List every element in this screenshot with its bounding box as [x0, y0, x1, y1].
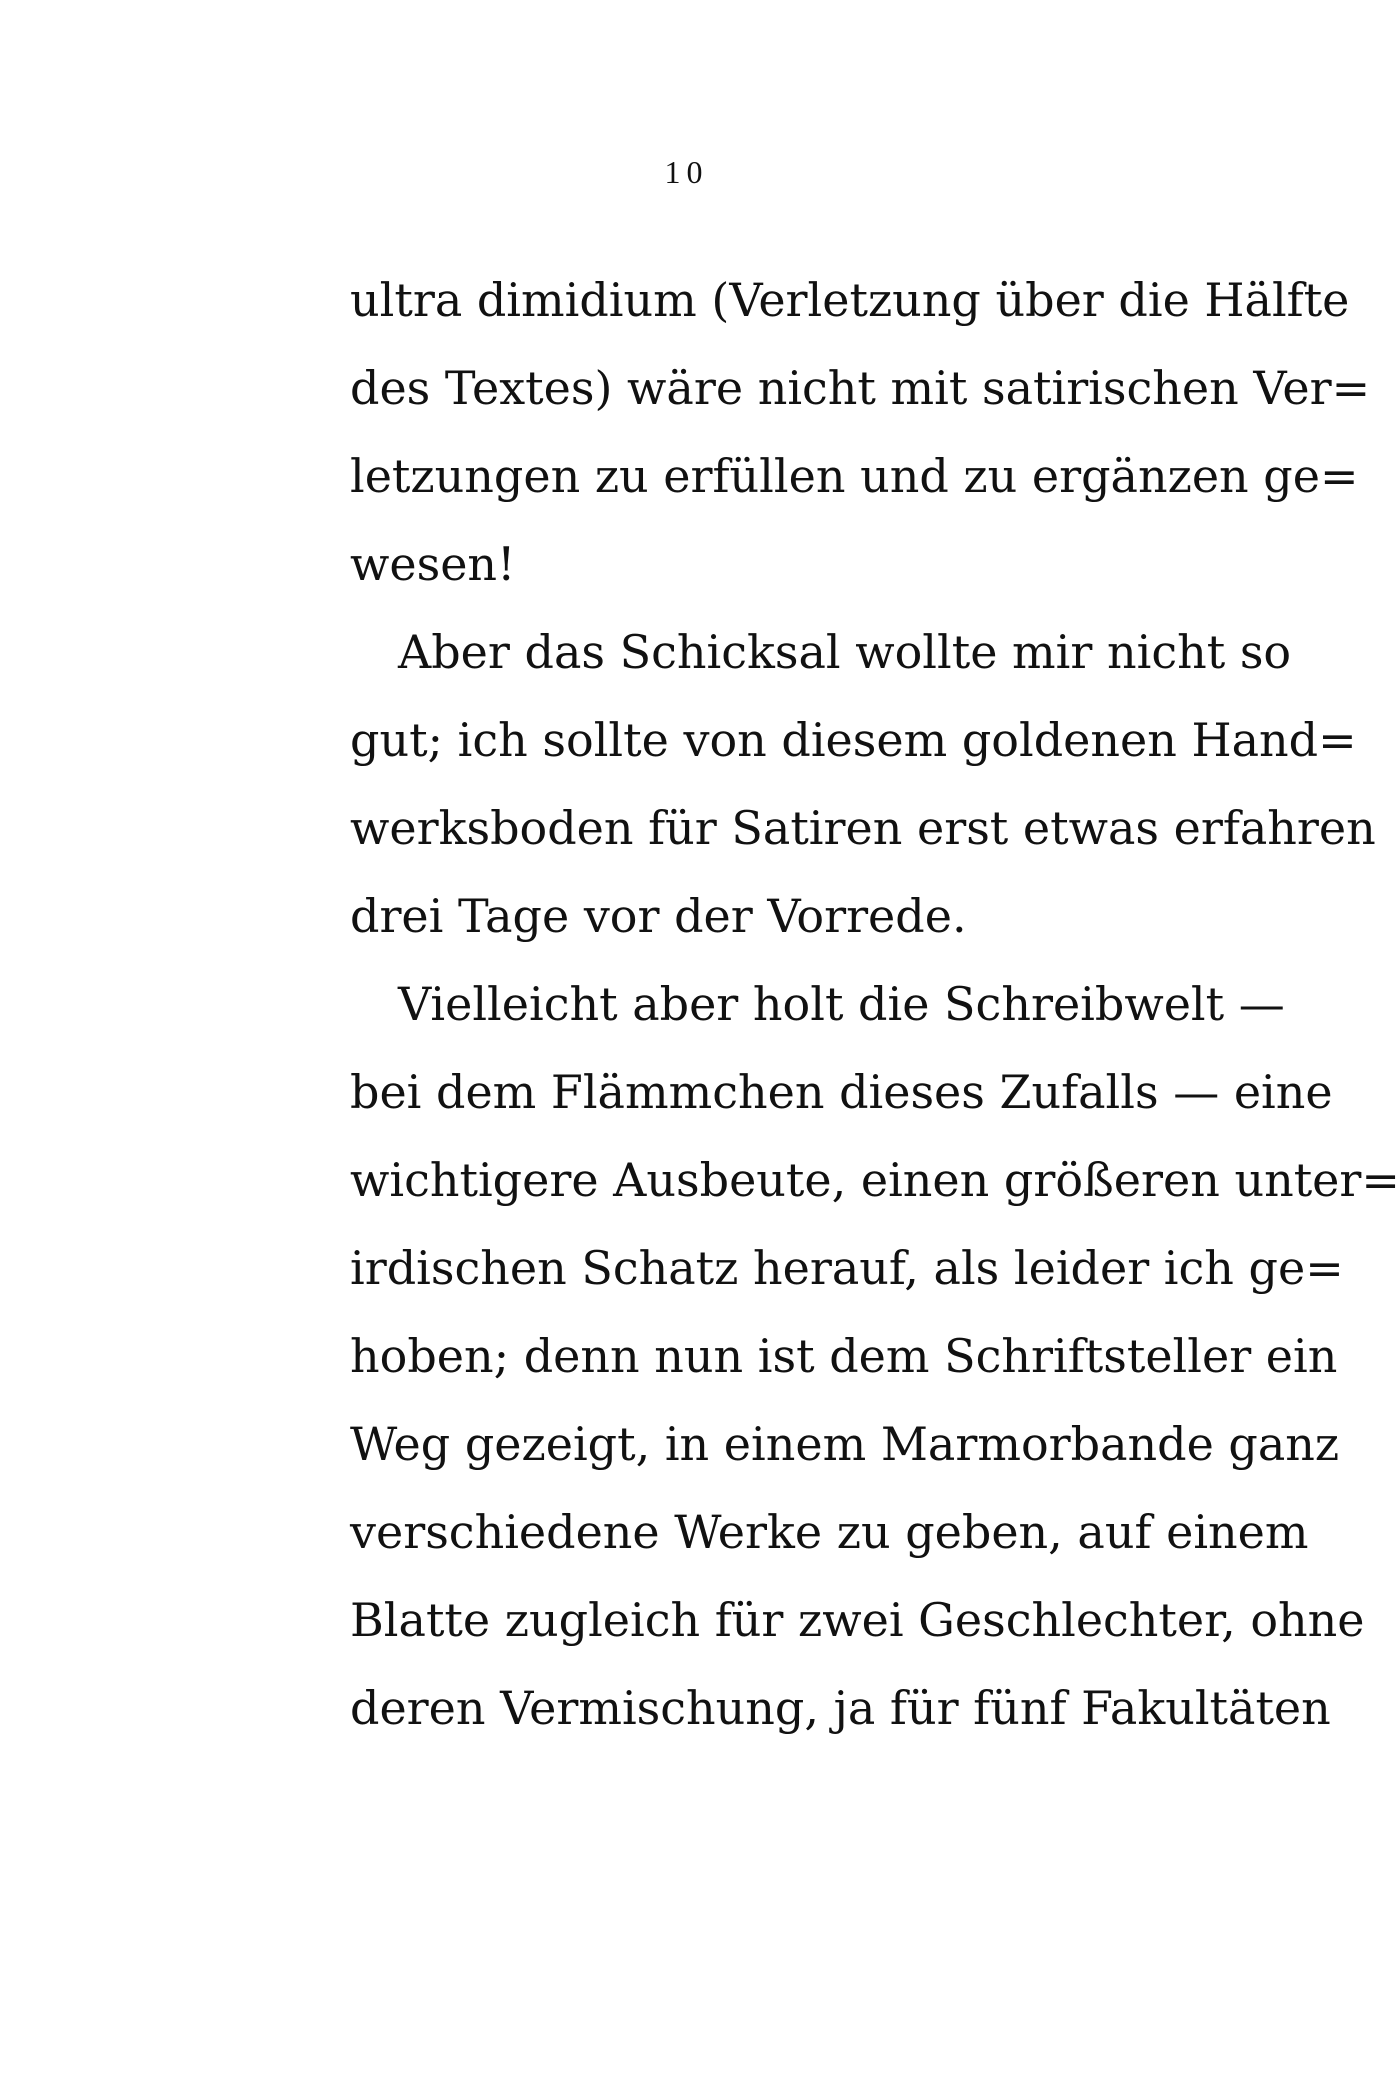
- text-line: drei Tage vor der Vorrede.: [350, 889, 967, 943]
- paragraph-2: [350, 608, 1376, 960]
- text-line: deren Vermischung, ja für fünf Fakultäten: [350, 1681, 1331, 1735]
- text-line: bei dem Flämmchen dieses Zufalls — eine: [350, 1065, 1333, 1119]
- text-line: gut; ich sollte von diesem goldenen Hand=: [350, 713, 1357, 767]
- text-body: [350, 256, 1400, 1752]
- text-line: Weg gezeigt, in einem Marmorbande ganz: [350, 1417, 1340, 1471]
- text-line: Blatte zugleich für zwei Geschlechter, ohne: [350, 1593, 1365, 1647]
- text-line: Aber das Schicksal wollte mir nicht so: [398, 625, 1292, 679]
- paragraph-1: [350, 256, 1371, 608]
- text-line: Vielleicht aber holt die Schreibwelt —: [398, 977, 1285, 1031]
- page-number: 10: [664, 154, 709, 190]
- text-line: verschiedene Werke zu geben, auf einem: [350, 1505, 1309, 1559]
- text-line: ultra dimidium (Verletzung über die Hälfte: [350, 273, 1350, 327]
- text-line: wichtigere Ausbeute, einen größeren unter=: [350, 1153, 1400, 1207]
- text-line: hoben; denn nun ist dem Schriftsteller ein: [350, 1329, 1338, 1383]
- text-line: des Textes) wäre nicht mit satirischen Ver=: [350, 361, 1371, 415]
- text-line: letzungen zu erfüllen und zu ergänzen ge=: [350, 449, 1359, 503]
- text-line: wesen!: [350, 537, 516, 591]
- paragraph-3: [350, 960, 1400, 1752]
- text-line: werksboden für Satiren erst etwas erfahren: [350, 801, 1376, 855]
- text-line: irdischen Schatz herauf, als leider ich ge=: [350, 1241, 1344, 1295]
